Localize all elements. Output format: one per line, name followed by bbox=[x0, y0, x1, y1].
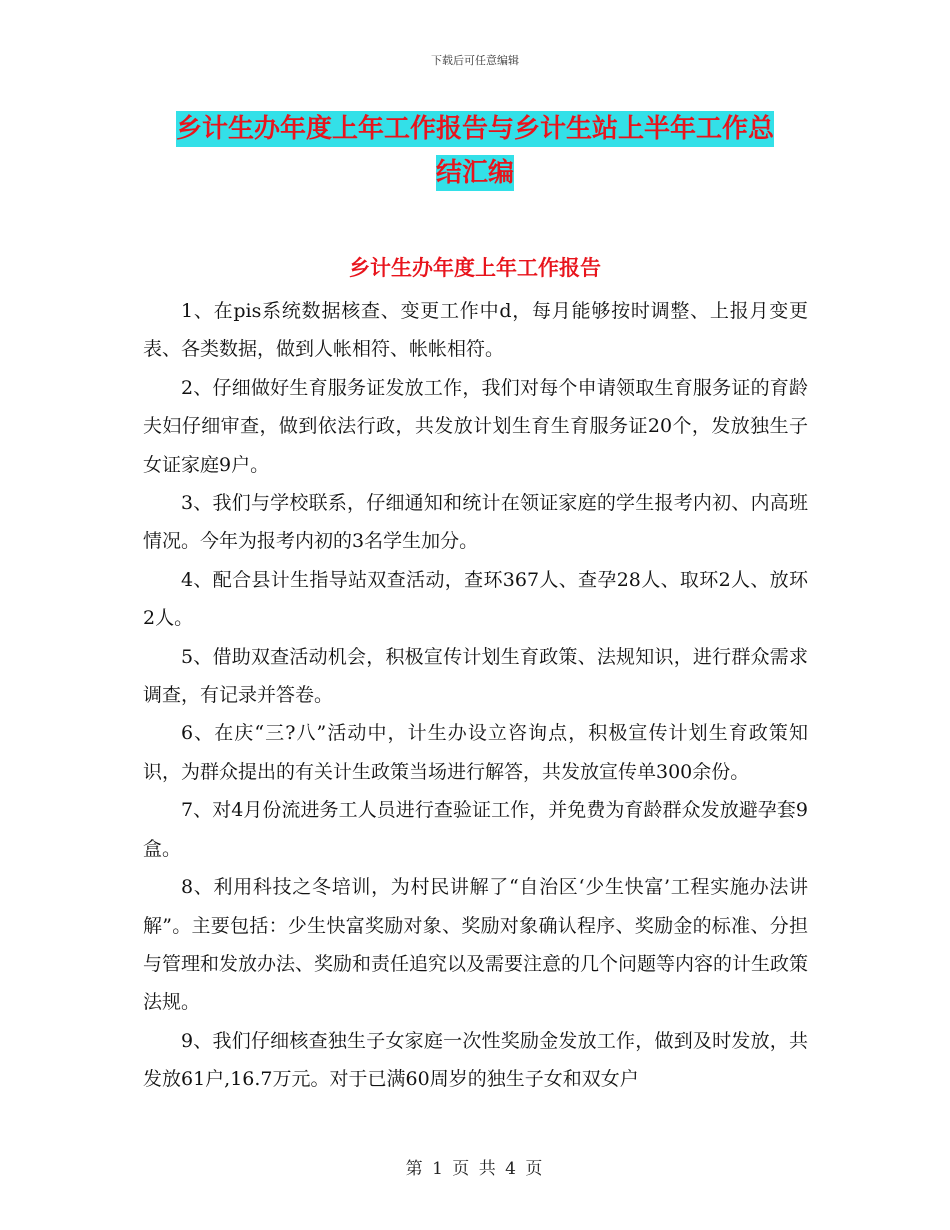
paragraph-6: 6、在庆“三?八”活动中，计生办设立咨询点，积极宣传计划生育政策知识，为群众提出的有关计生政策当场进行解答，共发放宣传单300余份。 bbox=[143, 722, 808, 783]
page-footer: 第 1 页 共 4 页 bbox=[405, 1159, 545, 1179]
title-highlight: 结汇编 bbox=[436, 155, 514, 191]
paragraph-3: 3、我们与学校联系，仔细通知和统计在领证家庭的学生报考内初、内高班情况。今年为报考内初的3名学生加分。 bbox=[143, 492, 808, 553]
paragraph-7: 7、对4月份流进务工人员进行查验证工作，并免费为育龄群众发放避孕套9盒。 bbox=[143, 799, 808, 860]
header-note: 下载后可任意编辑 bbox=[431, 54, 519, 67]
paragraph-5: 5、借助双查活动机会，积极宣传计划生育政策、法规知识，进行群众需求调查，有记录并答卷。 bbox=[143, 645, 808, 707]
document-title-line-1 bbox=[0, 116, 950, 142]
paragraph-1: 1、在pis系统数据核查、变更工作中d，每月能够按时调整、上报月变更表、各类数据，做到人帐相符、帐帐相符。 bbox=[143, 300, 808, 361]
title-highlight: 乡计生办年度上年工作报告与乡计生站上半年工作总 bbox=[176, 111, 774, 147]
paragraph-4: 4、配合县计生指导站双查活动，查环367人、查孕28人、取环2人、放环2人。 bbox=[143, 568, 808, 630]
section-heading: 乡计生办年度上年工作报告 bbox=[349, 256, 601, 280]
paragraph-2: 2、仔细做好生育服务证发放工作，我们对每个申请领取生育服务证的育龄夫妇仔细审查，做到依法行政，共发放计划生育生育服务证20个，发放独生子女证家庭9户。 bbox=[143, 376, 808, 476]
document-title-line-2 bbox=[0, 160, 950, 186]
paragraph-9: 9、我们仔细核查独生子女家庭一次性奖励金发放工作，做到及时发放，共发放61户,16.7万元。对于已满60周岁的独生子女和双女户 bbox=[143, 1029, 808, 1091]
paragraph-8: 8、利用科技之冬培训，为村民讲解了“自治区‘少生快富’工程实施办法讲解”。主要包括：少生快富奖励对象、奖励对象确认程序、奖励金的标准、分担与管理和发放办法、奖励和责任追究以及需要注意的几个问题等内容的计生政策法规。 bbox=[143, 876, 809, 1014]
body-text bbox=[143, 292, 808, 1099]
